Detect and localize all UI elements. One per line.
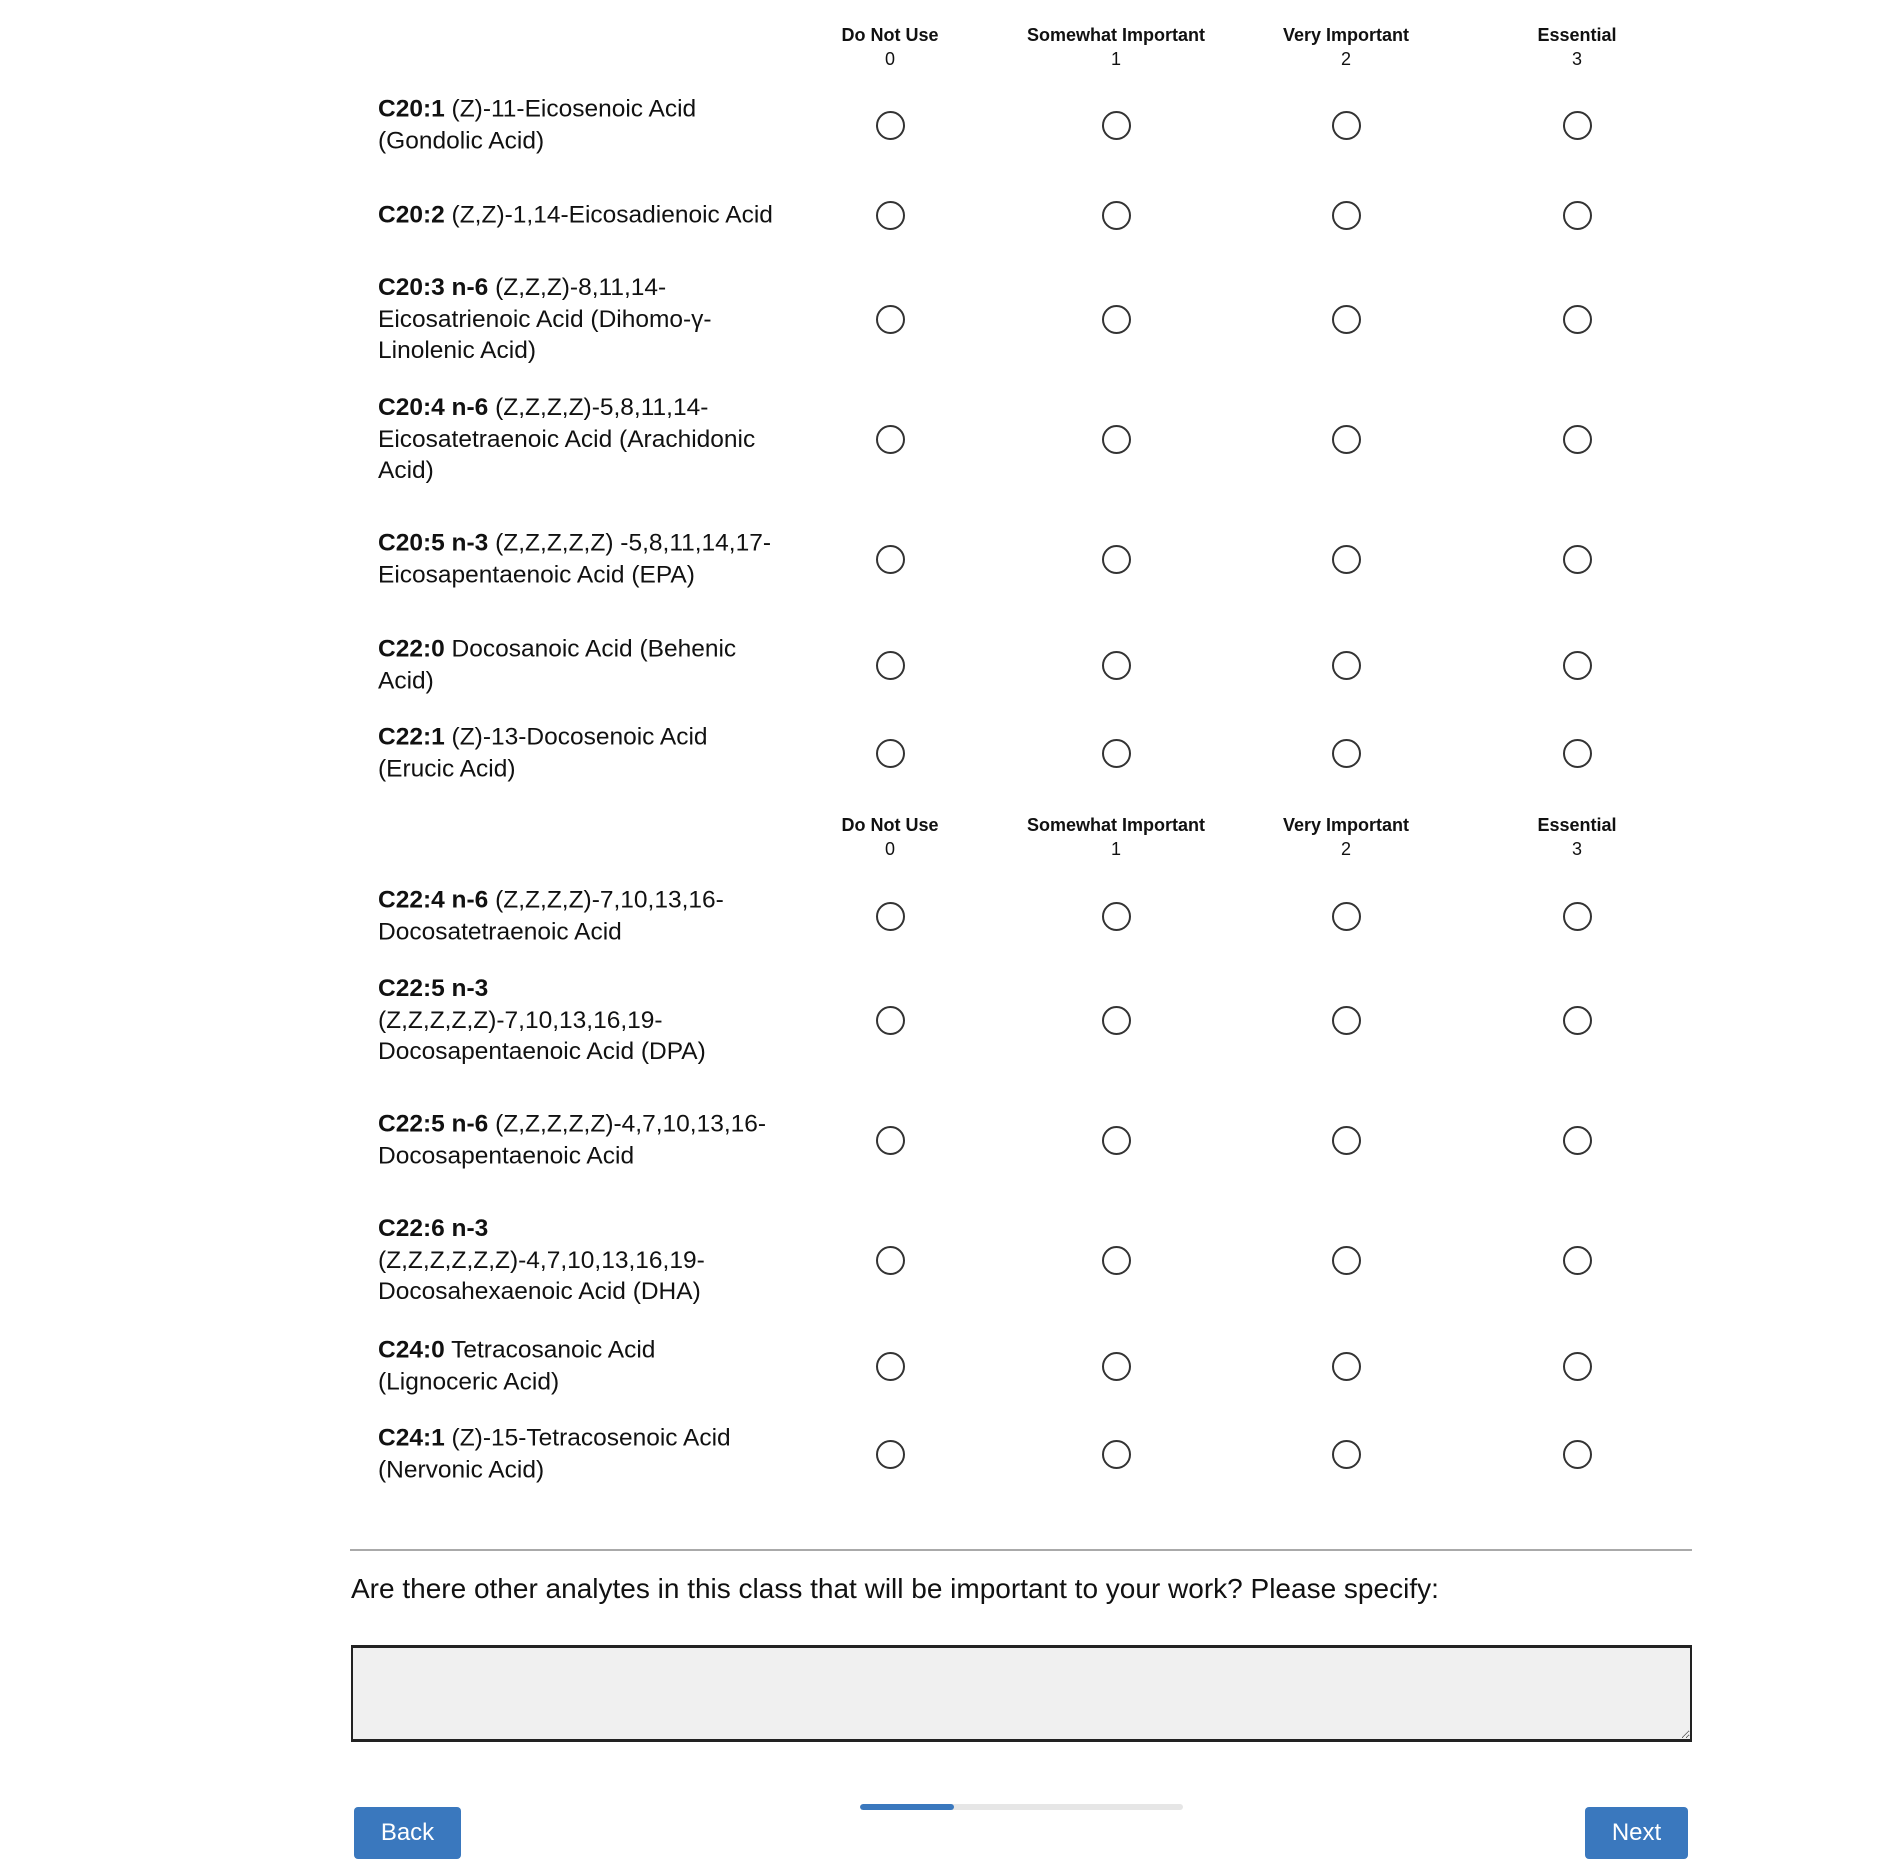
analyte-name: (Z)-15-Tetracosenoic Acid (Nervonic Acid) (378, 1424, 731, 1483)
radio-somewhat-important[interactable] (1102, 545, 1131, 574)
scale-header-cell (1226, 813, 1466, 861)
radio-do-not-use[interactable] (876, 1006, 905, 1035)
progress-bar (860, 1804, 1183, 1810)
analyte-code: C20:4 n-6 (378, 393, 489, 421)
scale-value: 3 (1571, 839, 1582, 859)
radio-essential[interactable] (1563, 739, 1592, 768)
analyte-name: (Z,Z,Z,Z,Z,Z)-4,7,10,13,16,19-Docosahexaenoic Acid (DHA) (378, 1246, 705, 1305)
radio-very-important[interactable] (1332, 545, 1361, 574)
scale-header (0, 23, 1892, 73)
radio-essential[interactable] (1563, 425, 1592, 454)
radio-somewhat-important[interactable] (1102, 1352, 1131, 1381)
radio-somewhat-important[interactable] (1102, 1006, 1131, 1035)
radio-essential[interactable] (1563, 902, 1592, 931)
radio-somewhat-important[interactable] (1102, 1440, 1131, 1469)
scale-header-cell (770, 813, 1010, 861)
analyte-name: Tetracosanoic Acid (Lignoceric Acid) (378, 1336, 656, 1395)
scale-value: 1 (1110, 49, 1121, 69)
analyte-label (378, 634, 778, 697)
other-analytes-textarea[interactable] (351, 1645, 1692, 1742)
analyte-name: (Z)-11-Eicosenoic Acid (Gondolic Acid) (378, 95, 697, 154)
scale-value: 2 (1340, 49, 1351, 69)
analyte-label (378, 1423, 778, 1486)
radio-do-not-use[interactable] (876, 425, 905, 454)
analyte-code: C22:6 n-3 (378, 1214, 489, 1242)
radio-very-important[interactable] (1332, 1246, 1361, 1275)
analyte-name: (Z,Z,Z)-8,11,14-Eicosatrienoic Acid (Dihomo-γ-Linolenic Acid) (378, 273, 712, 364)
radio-do-not-use[interactable] (876, 1126, 905, 1155)
scale-label: Essential (1537, 815, 1617, 835)
radio-do-not-use[interactable] (876, 902, 905, 931)
scale-label: Essential (1537, 25, 1617, 45)
analyte-code: C20:2 (378, 201, 445, 229)
analyte-code: C24:0 (378, 1336, 445, 1364)
analyte-label (378, 973, 778, 1068)
analyte-name: (Z)-13-Docosenoic Acid (Erucic Acid) (378, 723, 708, 782)
radio-somewhat-important[interactable] (1102, 305, 1131, 334)
analyte-label (378, 94, 778, 157)
back-button[interactable]: Back (354, 1807, 461, 1859)
next-button[interactable]: Next (1585, 1807, 1688, 1859)
scale-header-cell (996, 813, 1236, 861)
radio-essential[interactable] (1563, 1440, 1592, 1469)
analyte-label (378, 1213, 778, 1308)
scale-header-cell (1457, 813, 1697, 861)
radio-very-important[interactable] (1332, 1126, 1361, 1155)
scale-label: Do Not Use (841, 25, 939, 45)
divider (350, 1549, 1692, 1551)
scale-label: Somewhat Important (1026, 815, 1205, 835)
scale-header (0, 813, 1892, 863)
radio-do-not-use[interactable] (876, 1246, 905, 1275)
scale-header-cell (996, 23, 1236, 71)
progress-bar-fill (860, 1804, 954, 1810)
radio-do-not-use[interactable] (876, 201, 905, 230)
scale-value: 3 (1571, 49, 1582, 69)
scale-header-cell (1226, 23, 1466, 71)
radio-very-important[interactable] (1332, 201, 1361, 230)
analyte-code: C22:4 n-6 (378, 886, 489, 914)
analyte-label (378, 722, 778, 785)
radio-somewhat-important[interactable] (1102, 425, 1131, 454)
radio-very-important[interactable] (1332, 651, 1361, 680)
other-analytes-question: Are there other analytes in this class that will be important to your work? Please specify: (351, 1573, 1439, 1604)
radio-do-not-use[interactable] (876, 1352, 905, 1381)
radio-very-important[interactable] (1332, 739, 1361, 768)
radio-essential[interactable] (1563, 111, 1592, 140)
analyte-name: (Z,Z,Z,Z,Z) -5,8,11,14,17-Eicosapentaenoic Acid (EPA) (378, 529, 772, 588)
analyte-code: C22:0 (378, 635, 445, 663)
scale-label: Very Important (1282, 815, 1410, 835)
radio-very-important[interactable] (1332, 1006, 1361, 1035)
radio-do-not-use[interactable] (876, 739, 905, 768)
radio-essential[interactable] (1563, 1006, 1592, 1035)
radio-very-important[interactable] (1332, 305, 1361, 334)
radio-do-not-use[interactable] (876, 111, 905, 140)
radio-do-not-use[interactable] (876, 305, 905, 334)
analyte-name: (Z,Z)-1,14-Eicosadienoic Acid (451, 201, 773, 229)
analyte-name: Docosanoic Acid (Behenic Acid) (378, 635, 737, 694)
analyte-name: (Z,Z,Z,Z)-7,10,13,16-Docosatetraenoic Acid (378, 886, 724, 945)
radio-essential[interactable] (1563, 201, 1592, 230)
radio-somewhat-important[interactable] (1102, 111, 1131, 140)
radio-somewhat-important[interactable] (1102, 651, 1131, 680)
analyte-name: (Z,Z,Z,Z,Z)-4,7,10,13,16-Docosapentaenoic Acid (378, 1110, 767, 1169)
analyte-code: C24:1 (378, 1424, 445, 1452)
analyte-code: C22:1 (378, 723, 445, 751)
analyte-label (378, 272, 778, 367)
analyte-label (378, 392, 778, 487)
radio-essential[interactable] (1563, 1246, 1592, 1275)
radio-very-important[interactable] (1332, 1440, 1361, 1469)
radio-very-important[interactable] (1332, 1352, 1361, 1381)
scale-header-cell (770, 23, 1010, 71)
radio-somewhat-important[interactable] (1102, 1126, 1131, 1155)
analyte-code: C22:5 n-6 (378, 1110, 489, 1138)
analyte-code: C20:3 n-6 (378, 273, 489, 301)
radio-do-not-use[interactable] (876, 1440, 905, 1469)
analyte-code: C20:5 n-3 (378, 529, 489, 557)
analyte-code: C22:5 n-3 (378, 974, 489, 1002)
radio-somewhat-important[interactable] (1102, 739, 1131, 768)
radio-very-important[interactable] (1332, 425, 1361, 454)
analyte-code: C20:1 (378, 95, 445, 123)
radio-do-not-use[interactable] (876, 651, 905, 680)
scale-label: Do Not Use (841, 815, 939, 835)
radio-essential[interactable] (1563, 1126, 1592, 1155)
radio-essential[interactable] (1563, 545, 1592, 574)
scale-value: 1 (1110, 839, 1121, 859)
analyte-name: (Z,Z,Z,Z,Z)-7,10,13,16,19-Docosapentaenoic Acid (DPA) (378, 1006, 706, 1065)
radio-essential[interactable] (1563, 305, 1592, 334)
radio-somewhat-important[interactable] (1102, 201, 1131, 230)
analyte-label (378, 885, 778, 948)
scale-value: 2 (1340, 839, 1351, 859)
radio-very-important[interactable] (1332, 111, 1361, 140)
analyte-label (378, 1109, 778, 1172)
analyte-label (378, 528, 778, 591)
radio-somewhat-important[interactable] (1102, 1246, 1131, 1275)
radio-do-not-use[interactable] (876, 545, 905, 574)
analyte-label (378, 1335, 778, 1398)
radio-somewhat-important[interactable] (1102, 902, 1131, 931)
scale-label: Very Important (1282, 25, 1410, 45)
analyte-label (378, 199, 778, 231)
radio-essential[interactable] (1563, 651, 1592, 680)
scale-value: 0 (884, 839, 895, 859)
scale-header-cell (1457, 23, 1697, 71)
analyte-name: (Z,Z,Z,Z)-5,8,11,14-Eicosatetraenoic Acid (Arachidonic Acid) (378, 393, 756, 484)
scale-label: Somewhat Important (1026, 25, 1205, 45)
scale-value: 0 (884, 49, 895, 69)
radio-essential[interactable] (1563, 1352, 1592, 1381)
radio-very-important[interactable] (1332, 902, 1361, 931)
